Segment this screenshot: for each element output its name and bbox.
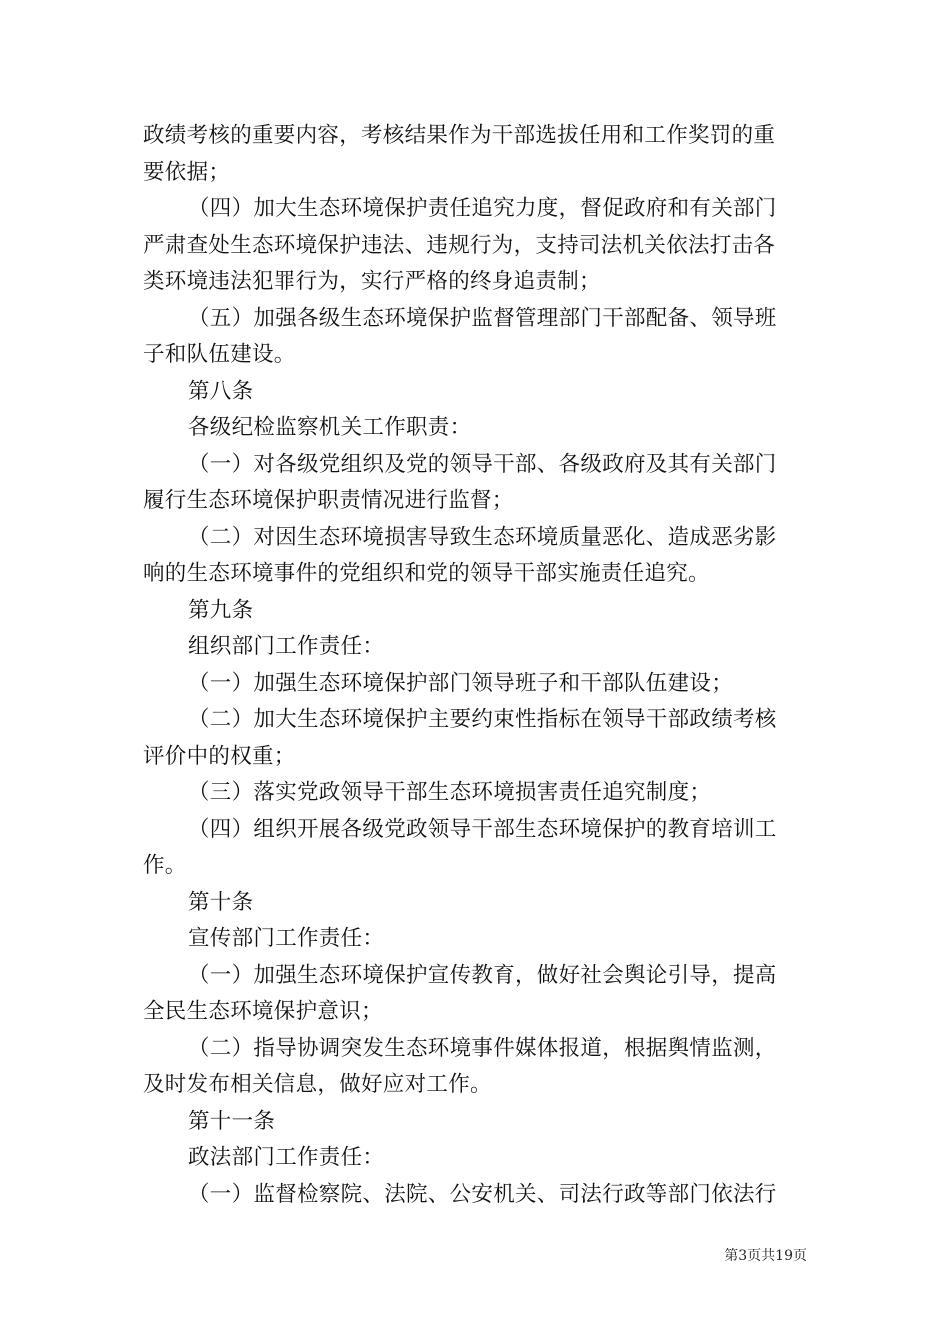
text-line: （二）对因生态环境损害导致生态环境质量恶化、造成恶劣影 bbox=[188, 524, 777, 550]
text-line: （二）指导协调突发生态环境事件媒体报道，根据舆情监测， bbox=[188, 1035, 777, 1061]
text-line: 第九条 bbox=[188, 597, 254, 623]
text-line: 第十一条 bbox=[188, 1108, 276, 1134]
text-line: （三）落实党政领导干部生态环境损害责任追究制度； bbox=[188, 780, 712, 805]
text-line: 全民生态环境保护意识； bbox=[143, 999, 383, 1024]
text-line: （四）加大生态环境保护责任追究力度，督促政府和有关部门 bbox=[188, 196, 777, 221]
text-line: （一）加强生态环境保护部门领导班子和干部队伍建设； bbox=[188, 670, 734, 696]
text-line: 类环境违法犯罪行为，实行严格的终身追责制； bbox=[143, 269, 601, 294]
text-line: 政绩考核的重要内容，考核结果作为干部选拔任用和工作奖罚的重 bbox=[143, 123, 776, 148]
text-line: （二）加大生态环境保护主要约束性指标在领导干部政绩考核 bbox=[188, 707, 777, 732]
text-line: （五）加强各级生态环境保护监督管理部门干部配备、领导班 bbox=[188, 305, 777, 331]
text-line: 子和队伍建设。 bbox=[143, 342, 296, 367]
text-line: 要依据； bbox=[143, 159, 231, 185]
text-line: 响的生态环境事件的党组织和党的领导干部实施责任追究。 bbox=[143, 561, 710, 586]
document-body bbox=[143, 118, 809, 1213]
text-line: 第十条 bbox=[188, 889, 254, 915]
text-line: 及时发布相关信息，做好应对工作。 bbox=[143, 1072, 492, 1097]
text-line: 第八条 bbox=[188, 378, 254, 404]
text-line: 组织部门工作责任： bbox=[188, 634, 385, 659]
text-line: （一）加强生态环境保护宣传教育，做好社会舆论引导，提高 bbox=[188, 962, 777, 988]
text-line: 宣传部门工作责任： bbox=[188, 926, 385, 951]
text-line: 政法部门工作责任： bbox=[188, 1145, 385, 1170]
text-line: 评价中的权重； bbox=[143, 743, 296, 769]
text-line: 作。 bbox=[143, 853, 187, 878]
text-line: （一）监督检察院、法院、公安机关、司法行政等部门依法行 bbox=[188, 1181, 777, 1207]
text-line: （四）组织开展各级党政领导干部生态环境保护的教育培训工 bbox=[188, 816, 777, 842]
text-line: 各级纪检监察机关工作职责： bbox=[188, 415, 472, 440]
text-line: 严肃查处生态环境保护违法、违规行为，支持司法机关依法打击各 bbox=[143, 232, 776, 258]
text-line: （一）对各级党组织及党的领导干部、各级政府及其有关部门 bbox=[188, 451, 777, 477]
page-number-footer: 第3页共19页 bbox=[724, 1248, 807, 1264]
text-line: 履行生态环境保护职责情况进行监督； bbox=[143, 488, 514, 513]
